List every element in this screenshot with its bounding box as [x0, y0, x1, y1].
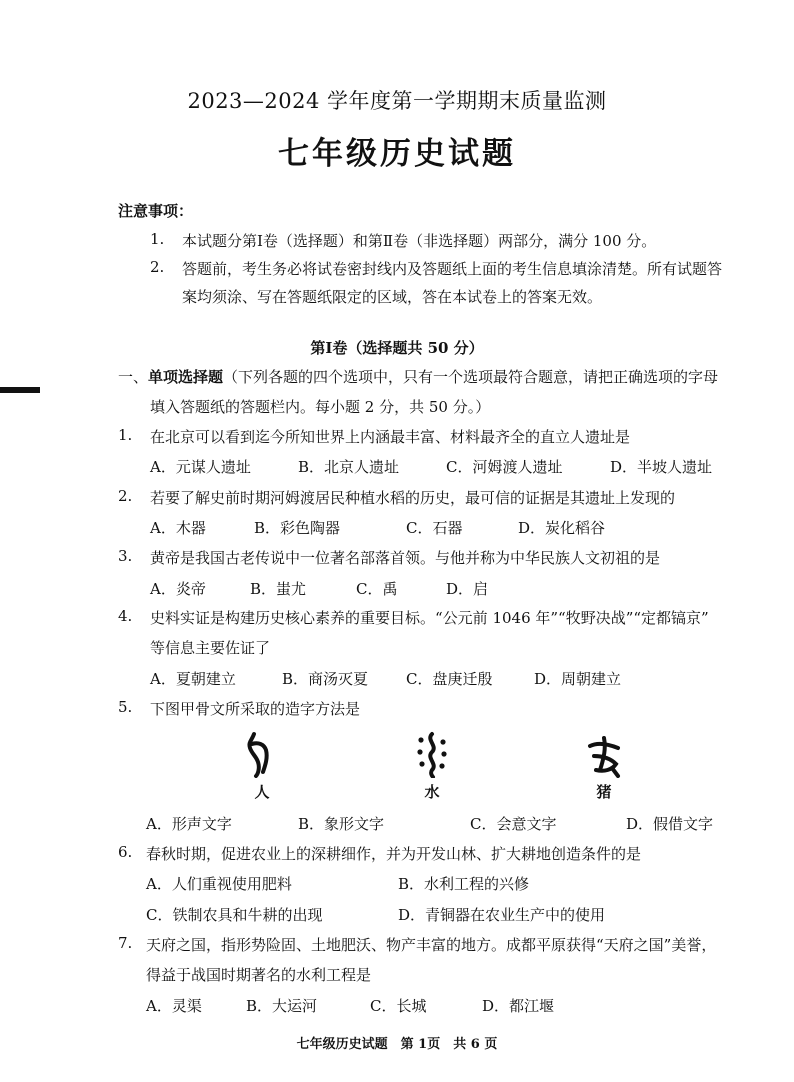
option-d: D．炭化稻谷: [518, 519, 606, 537]
question-stem: 春秋时期，促进农业上的深耕细作，并为开发山林、扩大耕地创造条件的是: [146, 845, 642, 863]
part-instructions: [118, 366, 718, 387]
option-b: B．水利工程的兴修: [398, 875, 530, 893]
option-d: D．假借文字: [626, 815, 714, 833]
glyph-label-ren: 人: [254, 783, 270, 801]
exam-title-line1: 2023—2024 学年度第一学期期末质量监测: [187, 89, 607, 113]
option-a: A．炎帝: [150, 580, 206, 598]
question-stem: 天府之国，指形势险固、土地肥沃、物产丰富的地方。成都平原获得“天府之国”美誉，: [146, 936, 717, 954]
part-description: 填入答题纸的答题栏内。每小题 2 分，共 50 分。）: [150, 398, 491, 416]
option-b: B．象形文字: [298, 815, 385, 833]
question-number: 7.: [118, 934, 133, 952]
glyph-label-shui: 水: [424, 783, 440, 801]
option-d: D．都江堰: [482, 997, 555, 1015]
option-a: A．灵渠: [146, 997, 202, 1015]
option-a: A．人们重视使用肥料: [146, 875, 292, 893]
question-stem: 在北京可以看到迄今所知世界上内涵最丰富、材料最齐全的直立人遗址是: [150, 428, 631, 446]
exam-title: 七年级历史试题: [278, 136, 516, 172]
page-footer: 七年级历史试题 第 1页 共 6 页: [296, 1037, 498, 1052]
option-b: B．北京人遗址: [298, 458, 400, 476]
question-stem: 黄帝是我国古老传说中一位著名部落首领。与他并称为中华民族人文初祖的是: [150, 549, 661, 567]
question-number: 4.: [118, 607, 133, 625]
option-d: D．周朝建立: [534, 670, 622, 688]
option-d: D．启: [446, 580, 489, 598]
option-c: C．铁制农具和牛耕的出现: [146, 906, 323, 924]
question-number: 2.: [118, 487, 133, 505]
part-label: 单项选择题: [148, 368, 224, 386]
option-b: B．商汤灭夏: [282, 670, 369, 688]
part-description: （下列各题的四个选项中，只有一个选项最符合题意，请把正确选项的字母: [223, 368, 719, 386]
notice-item-text: 本试题分第Ⅰ卷（选择题）和第Ⅱ卷（非选择题）两部分，满分 100 分。: [182, 232, 657, 250]
question-number: 6.: [118, 843, 133, 861]
margin-mark: [0, 387, 40, 393]
part-number: 一、: [118, 368, 149, 386]
question-stem: 若要了解史前时期河姆渡居民种植水稻的历史，最可信的证据是其遗址上发现的: [150, 489, 676, 507]
option-a: A．夏朝建立: [150, 670, 236, 688]
question-stem: 等信息主要佐证了: [150, 639, 271, 657]
option-c: C．河姆渡人遗址: [446, 458, 563, 476]
option-d: D．青铜器在农业生产中的使用: [398, 906, 606, 924]
question-stem: 史料实证是构建历史核心素养的重要目标。“公元前 1046 年”“牧野决战”“定都镐京”: [150, 609, 709, 627]
notice-heading: 注意事项：: [118, 202, 194, 220]
question-number: 5.: [118, 698, 133, 716]
notice-item-text: 答题前，考生务必将试卷密封线内及答题纸上面的考生信息填涂清楚。所有试题答: [182, 260, 723, 278]
notice-item-number: 1.: [150, 230, 165, 248]
option-a: A．木器: [150, 519, 206, 537]
option-a: A．元谋人遗址: [150, 458, 251, 476]
option-c: C．长城: [370, 997, 427, 1015]
option-c: C．禹: [356, 580, 398, 598]
question-stem: 下图甲骨文所采取的造字方法是: [150, 700, 361, 718]
section-title: 第Ⅰ卷（选择题共 50 分）: [310, 339, 484, 357]
option-b: B．大运河: [246, 997, 318, 1015]
question-number: 3.: [118, 547, 133, 565]
option-b: B．蚩尤: [250, 580, 307, 598]
oracle-bone-shui-glyph: [412, 730, 452, 778]
option-a: A．形声文字: [146, 815, 232, 833]
question-stem: 得益于战国时期著名的水利工程是: [146, 966, 372, 984]
glyph-label-zhu: 猪: [596, 783, 612, 801]
notice-item-number: 2.: [150, 258, 165, 276]
option-c: C．会意文字: [470, 815, 557, 833]
option-d: D．半坡人遗址: [610, 458, 713, 476]
option-b: B．彩色陶器: [254, 519, 341, 537]
notice-item-text: 案均须涂、写在答题纸限定的区域，答在本试卷上的答案无效。: [182, 288, 603, 306]
question-number: 1.: [118, 426, 133, 444]
oracle-bone-ren-glyph: [238, 730, 278, 778]
option-c: C．盘庚迁殷: [406, 670, 493, 688]
oracle-bone-zhu-glyph: [584, 734, 624, 778]
option-c: C．石器: [406, 519, 463, 537]
